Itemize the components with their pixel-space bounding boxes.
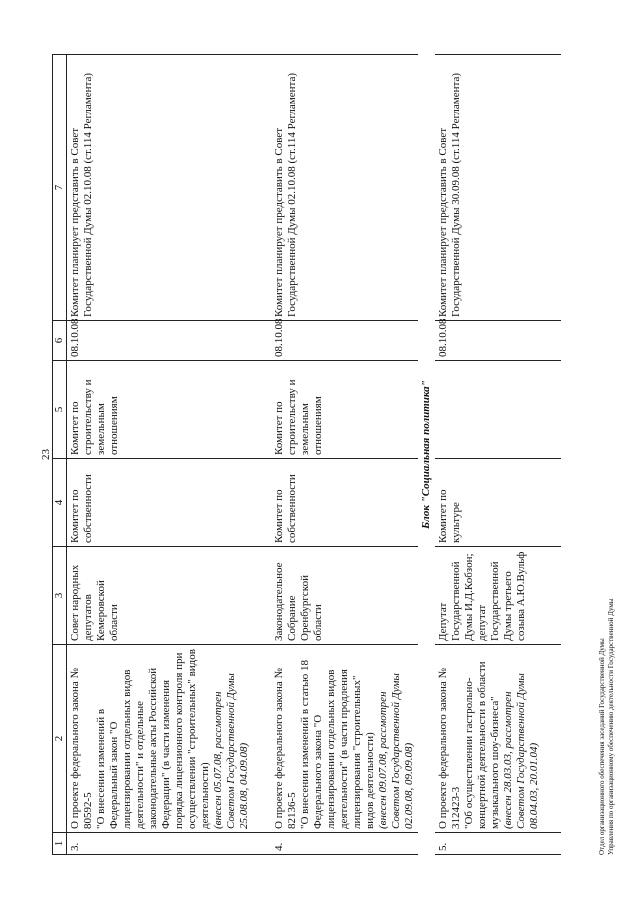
bill-body: "Об осуществлении гастрольно-концертной деятельности в области музыкального шоу-бизнеса" — [463, 661, 501, 829]
responsible-committee: Комитет по культуре — [435, 459, 543, 547]
date: 08.10.08 — [271, 321, 418, 361]
plan-text: Комитет планирует представить в Совет Государственной Думы 30.09.08 (ст.114 Регламента) — [435, 55, 543, 321]
bill-body: "О внесении изменений в статью 18 Федерального закона "О лицензировании отдельных видов деятельности" (в части продления лицензирования "строительных" видов деятельности) — [299, 660, 376, 829]
footer-line-2: Управления по организационному обеспечению деятельности Государственной Думы — [607, 598, 615, 855]
table-row — [67, 55, 254, 855]
col-header-7: 7 — [53, 55, 67, 321]
row-number: 4. — [271, 833, 418, 855]
bill-title-line: О проекте федерального закона № 80592-5 — [69, 668, 94, 829]
bill-description — [435, 645, 543, 833]
responsible-committee: Комитет по собственности — [67, 459, 254, 547]
block-title: Блок "Социальная политика" — [420, 380, 432, 529]
responsible-committee: Комитет по собственности — [271, 459, 418, 547]
bill-description — [271, 645, 418, 833]
footer-line-1: Отдел организационного обеспечения заседаний Государственной Думы — [598, 638, 606, 855]
col-header-2: 2 — [53, 645, 67, 833]
initiator: Депутат Государственной Думы И.Д.Кобзон; депутат Государственной Думы третьего созыва А.Ю.Вульф — [435, 547, 543, 645]
bill-title-line: О проекте федерального закона № 82136-5 — [273, 668, 298, 829]
col-header-6: 6 — [53, 321, 67, 361]
block-heading-row — [418, 55, 435, 855]
table-row — [271, 55, 418, 855]
date: 08.10.08 — [435, 321, 543, 361]
col-header-3: 3 — [53, 547, 67, 645]
plan-text: Комитет планирует представить в Совет Государственной Думы 02.10.08 (ст.114 Регламента) — [67, 55, 254, 321]
row-number: 5. — [435, 833, 543, 855]
legislation-table — [52, 54, 561, 855]
date: 08.10.08 — [67, 321, 254, 361]
bill-title-line: О проекте федерального закона № 312423-3 — [437, 668, 462, 829]
bill-note: (внесен 28.03.03, рассмотрен Советом Государственной Думы 08.04.03, 20.01.04) — [502, 673, 540, 829]
plan-text: Комитет планирует представить в Совет Государственной Думы 02.10.08 (ст.114 Регламента) — [271, 55, 418, 321]
page-number: 23 — [40, 449, 52, 460]
bill-body: "О внесении изменений в Федеральный закон "О лицензировании отдельных видов деятельности" и отдельные законодательные акты Российской Федерации" (в части изменения порядка лицензионного контроля при осуществлении "строительных" видов деятельности) — [95, 649, 211, 829]
co-committee: Комитет по строительству и земельным отношениям — [67, 361, 254, 459]
table-row — [435, 55, 543, 855]
co-committee — [435, 361, 543, 459]
initiator: Законодательное Собрание Оренбургской области — [271, 547, 418, 645]
table-header-row — [53, 55, 67, 855]
co-committee: Комитет по строительству и земельным отношениям — [271, 361, 418, 459]
bill-note: (внесен 09.07.08, рассмотрен Советом Государственной Думы 02.09.08, 09.09.08) — [377, 673, 415, 829]
initiator: Совет народных депутатов Кемеровской области — [67, 547, 254, 645]
col-header-5: 5 — [53, 361, 67, 459]
col-header-4: 4 — [53, 459, 67, 547]
col-header-1: 1 — [53, 833, 67, 855]
bill-note: (внесен 05.07.08, рассмотрен Советом Государственной Думы 25.08.08, 04.09.08) — [212, 673, 250, 829]
bill-description — [67, 645, 254, 833]
row-number: 3. — [67, 833, 254, 855]
